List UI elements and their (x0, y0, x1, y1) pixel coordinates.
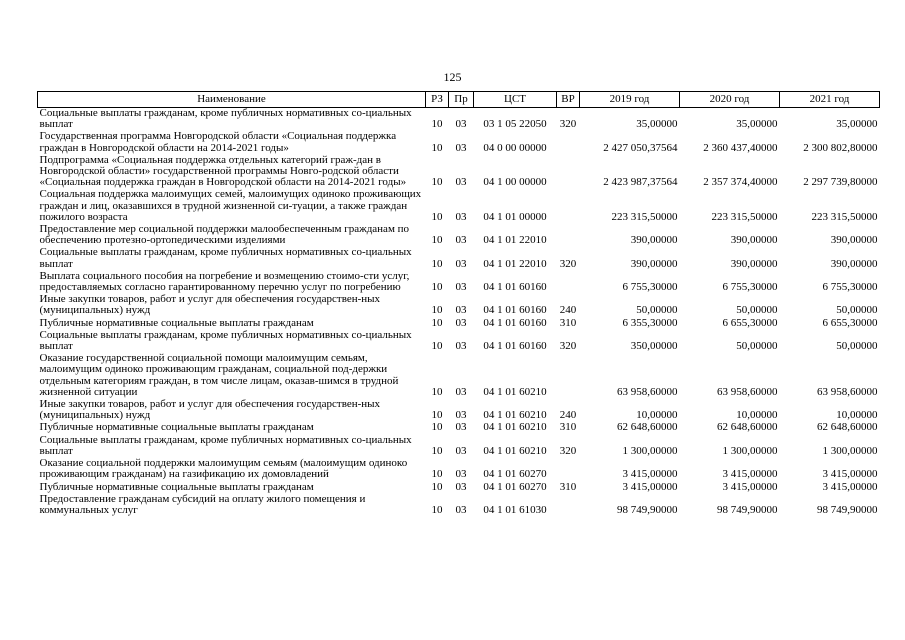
row-rz: 10 (431, 503, 443, 516)
row-vr: 320 (559, 257, 577, 270)
row-2020: 62 648,60000 (717, 421, 778, 434)
row-pr: 03 (455, 409, 467, 422)
row-2020: 3 415,00000 (722, 480, 778, 493)
row-pr: 03 (455, 210, 467, 223)
row-vr (557, 353, 580, 399)
row-cst: 04 1 01 60160 (483, 340, 547, 353)
table-row (38, 271, 880, 294)
row-2019: 35,00000 (636, 118, 678, 131)
row-cst: 04 1 01 60210 (483, 421, 547, 434)
row-vr: 310 (559, 421, 577, 434)
row-cst: 04 1 00 00000 (483, 176, 547, 189)
table-row (38, 399, 880, 422)
table-row (38, 294, 880, 317)
row-rz: 10 (431, 468, 443, 481)
header-2020: 2020 год (680, 92, 780, 108)
row-name: Иные закупки товаров, работ и услуг для обеспечения государствен-ных (муниципальных) нужд (39, 398, 381, 422)
row-2019: 50,00000 (636, 304, 678, 317)
row-name: Публичные нормативные социальные выплаты гражданам (39, 421, 314, 434)
row-cst: 04 1 01 22010 (483, 257, 547, 270)
row-2021: 35,00000 (836, 118, 878, 131)
row-2021: 3 415,00000 (822, 468, 878, 481)
row-2019: 223 315,50000 (611, 210, 678, 223)
row-2019: 10,00000 (636, 409, 678, 422)
row-rz: 10 (431, 316, 443, 329)
row-name: Социальные выплаты гражданам, кроме публичных нормативных со-циальных выплат (39, 328, 412, 353)
row-2019: 6 355,30000 (622, 316, 678, 329)
row-rz: 10 (431, 281, 443, 294)
row-cst: 04 1 01 60160 (483, 316, 547, 329)
row-rz: 10 (431, 234, 443, 247)
row-name: Социальные выплаты гражданам, кроме публичных нормативных со-циальных выплат (39, 107, 412, 131)
row-rz: 10 (431, 340, 443, 353)
row-pr: 03 (455, 304, 467, 317)
table-row (38, 422, 880, 434)
row-2020: 6 655,30000 (722, 316, 778, 329)
row-2019: 3 415,00000 (622, 480, 678, 493)
row-cst: 04 1 01 60160 (483, 304, 547, 317)
row-rz: 10 (431, 304, 443, 317)
row-vr: 310 (559, 316, 577, 329)
table-header-row (38, 92, 880, 108)
table-row (38, 224, 880, 247)
header-rz: РЗ (426, 92, 449, 108)
page-number: 125 (443, 70, 462, 84)
row-2021: 62 648,60000 (817, 421, 878, 434)
row-cst: 04 0 00 00000 (483, 141, 547, 154)
row-cst: 04 1 01 60270 (483, 480, 547, 493)
row-rz: 10 (431, 421, 443, 434)
header-2021: 2021 год (780, 92, 880, 108)
row-2020: 50,00000 (736, 340, 778, 353)
table-row (38, 131, 880, 154)
row-vr (557, 494, 580, 517)
table-row (38, 330, 880, 353)
row-rz: 10 (431, 409, 443, 422)
row-cst: 04 1 01 61030 (483, 503, 547, 516)
table-row (38, 189, 880, 224)
row-vr: 320 (559, 118, 577, 131)
header-vr: ВР (557, 92, 580, 108)
row-cst: 04 1 01 60160 (483, 281, 547, 294)
row-vr (557, 271, 580, 294)
row-rz: 10 (431, 257, 443, 270)
row-cst: 04 1 01 60210 (483, 409, 547, 422)
row-pr: 03 (455, 340, 467, 353)
row-pr: 03 (455, 176, 467, 189)
row-2019: 350,00000 (630, 340, 678, 353)
row-rz: 10 (431, 444, 443, 457)
row-cst: 04 1 01 60210 (483, 385, 547, 398)
row-2020: 63 958,60000 (717, 385, 778, 398)
row-2020: 35,00000 (736, 118, 778, 131)
row-vr (557, 224, 580, 247)
row-2020: 10,00000 (736, 409, 778, 422)
row-2021: 2 297 739,80000 (803, 176, 878, 189)
row-2019: 390,00000 (630, 234, 678, 247)
row-2021: 390,00000 (830, 234, 878, 247)
row-2020: 2 360 437,40000 (703, 141, 778, 154)
row-name: Иные закупки товаров, работ и услуг для обеспечения государствен-ных (муниципальных) нужд (39, 293, 381, 317)
row-2019: 2 427 050,37564 (603, 141, 678, 154)
row-cst: 03 1 05 22050 (483, 118, 547, 131)
table-row (38, 482, 880, 494)
row-2020: 223 315,50000 (711, 210, 778, 223)
row-2021: 390,00000 (830, 257, 878, 270)
row-pr: 03 (455, 503, 467, 516)
row-2020: 390,00000 (730, 257, 778, 270)
row-2021: 50,00000 (836, 340, 878, 353)
row-2020: 1 300,00000 (722, 444, 778, 457)
table-row (38, 247, 880, 270)
row-pr: 03 (455, 234, 467, 247)
row-name: Государственная программа Новгородской области «Социальная поддержка граждан в Новгородской области на 2014-2021 годы» (39, 130, 397, 154)
row-2021: 50,00000 (836, 304, 878, 317)
row-2019: 3 415,00000 (622, 468, 678, 481)
row-2020: 390,00000 (730, 234, 778, 247)
row-2020: 6 755,30000 (722, 281, 778, 294)
table-row (38, 155, 880, 190)
row-pr: 03 (455, 444, 467, 457)
row-name: Предоставление гражданам субсидий на оплату жилого помещения и коммунальных услуг (39, 492, 366, 516)
row-vr: 240 (559, 304, 577, 317)
row-2019: 62 648,60000 (617, 421, 678, 434)
row-pr: 03 (455, 468, 467, 481)
row-pr: 03 (455, 421, 467, 434)
row-rz: 10 (431, 141, 443, 154)
row-name: Предоставление мер социальной поддержки малообеспеченным гражданам по обеспечению протезно-ортопедическими изделиями (39, 223, 410, 247)
row-2019: 6 755,30000 (622, 281, 678, 294)
budget-table (37, 91, 880, 517)
row-2020: 50,00000 (736, 304, 778, 317)
header-cst: ЦСТ (474, 92, 557, 108)
table-row (38, 458, 880, 481)
row-pr: 03 (455, 480, 467, 493)
row-cst: 04 1 01 60270 (483, 468, 547, 481)
row-vr (557, 458, 580, 481)
row-2020: 3 415,00000 (722, 468, 778, 481)
table-row (38, 435, 880, 458)
row-2021: 10,00000 (836, 409, 878, 422)
row-vr (557, 131, 580, 154)
row-vr (557, 189, 580, 224)
row-pr: 03 (455, 385, 467, 398)
row-cst: 04 1 01 22010 (483, 234, 547, 247)
row-2019: 2 423 987,37564 (603, 176, 678, 189)
row-rz: 10 (431, 176, 443, 189)
row-2021: 2 300 802,80000 (803, 141, 878, 154)
row-pr: 03 (455, 257, 467, 270)
row-vr: 240 (559, 409, 577, 422)
row-pr: 03 (455, 316, 467, 329)
table-body (38, 108, 880, 518)
row-name: Оказание социальной поддержки малоимущим семьям (малоимущим одиноко проживающим гражданам) на газификацию их домовладений (39, 457, 408, 481)
header-pr: Пр (449, 92, 474, 108)
row-vr (557, 155, 580, 190)
row-pr: 03 (455, 118, 467, 131)
row-2021: 223 315,50000 (811, 210, 878, 223)
row-2021: 98 749,90000 (817, 503, 878, 516)
row-2019: 1 300,00000 (622, 444, 678, 457)
row-rz: 10 (431, 210, 443, 223)
row-name: Подпрограмма «Социальная поддержка отдельных категорий граж-дан в Новгородской области» государственной программы Новго-родской области «Социальная поддержка граждан в Новгородской области на 2014-2021 годы» (39, 153, 407, 189)
table-row (38, 353, 880, 399)
row-vr: 310 (559, 480, 577, 493)
row-cst: 04 1 01 00000 (483, 210, 547, 223)
row-name: Социальные выплаты гражданам, кроме публичных нормативных со-циальных выплат (39, 246, 412, 270)
row-name: Оказание государственной социальной помощи малоимущим семьям, малоимущим одиноко проживающим гражданам, социальной под-держки отдельным категориям граждан, в том числе лицам, оказав-шимся в трудной жизненной ситуации (39, 352, 399, 398)
table-row (38, 108, 880, 132)
row-pr: 03 (455, 281, 467, 294)
row-2021: 3 415,00000 (822, 480, 878, 493)
row-2021: 63 958,60000 (817, 385, 878, 398)
row-pr: 03 (455, 141, 467, 154)
row-name: Публичные нормативные социальные выплаты гражданам (39, 480, 314, 493)
row-2021: 6 655,30000 (822, 316, 878, 329)
row-2019: 63 958,60000 (617, 385, 678, 398)
row-2019: 390,00000 (630, 257, 678, 270)
row-vr: 320 (559, 444, 577, 457)
row-2021: 6 755,30000 (822, 281, 878, 294)
row-2021: 1 300,00000 (822, 444, 878, 457)
header-2019: 2019 год (580, 92, 680, 108)
row-rz: 10 (431, 385, 443, 398)
row-name: Выплата социального пособия на погребение и возмещению стоимо-сти услуг, предоставляемых согласно гарантированному перечню услуг по погребению (39, 269, 410, 294)
row-2020: 2 357 374,40000 (703, 176, 778, 189)
row-name: Социальная поддержка малоимущих семей, малоимущих одиноко проживающих граждан и лиц, оказавшихся в трудной жизненной си-туации, а также граждан пожилого возраста (39, 188, 422, 223)
header-name: Наименование (38, 92, 426, 108)
row-cst: 04 1 01 60210 (483, 444, 547, 457)
row-name: Публичные нормативные социальные выплаты гражданам (39, 316, 314, 329)
row-rz: 10 (431, 118, 443, 131)
row-name: Социальные выплаты гражданам, кроме публичных нормативных со-циальных выплат (39, 433, 412, 457)
row-vr: 320 (559, 340, 577, 353)
row-2020: 98 749,90000 (717, 503, 778, 516)
row-2019: 98 749,90000 (617, 503, 678, 516)
row-rz: 10 (431, 480, 443, 493)
table-row (38, 494, 880, 517)
